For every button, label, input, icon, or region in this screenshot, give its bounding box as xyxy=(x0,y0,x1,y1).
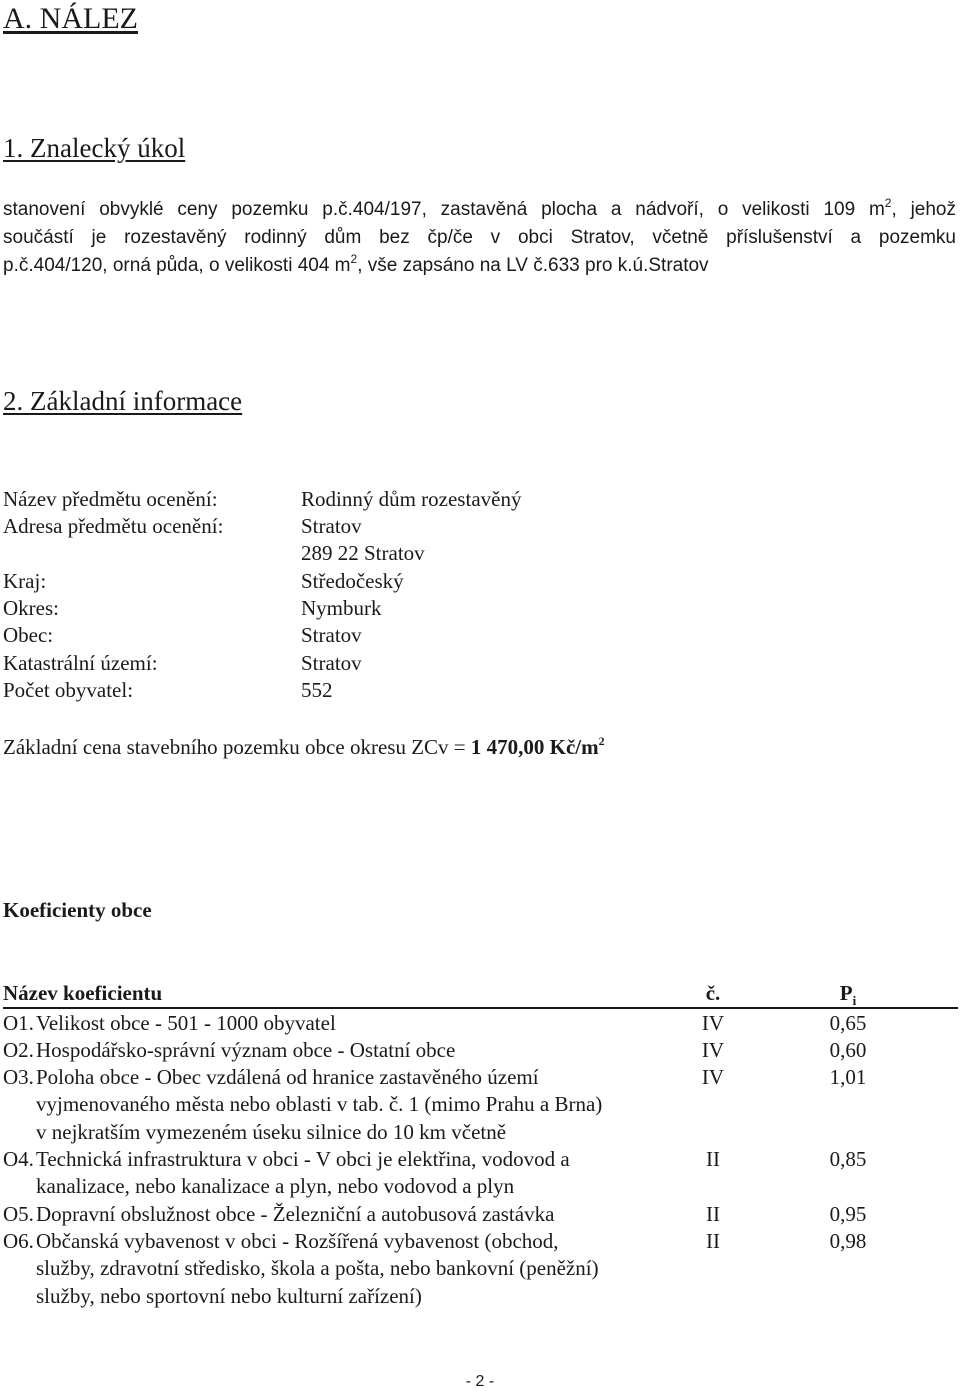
info-value: Rodinný dům rozestavěný xyxy=(301,487,522,511)
info-label: Název předmětu ocenění: xyxy=(3,487,218,511)
info-row-region xyxy=(3,569,703,596)
coefficient-value: 0,60 xyxy=(829,1038,867,1062)
task-line-3: p.č.404/120, orná půda, o velikosti 404 $m^2$, vše zapsáno na LV č.633 pro k.ú.Stratov xyxy=(3,251,709,276)
info-row-subject xyxy=(3,487,703,514)
column-header-value: $P_i$ xyxy=(839,981,857,1009)
coefficient-class: II xyxy=(706,1202,720,1226)
coefficient-value: 0,65 xyxy=(829,1011,867,1035)
coefficient-code: O1. xyxy=(3,1011,34,1035)
info-value: Nymburk xyxy=(301,596,382,620)
info-row-district xyxy=(3,596,703,623)
coefficient-description: O2.Hospodářsko-správní význam obce - Ostatní obce xyxy=(3,1037,693,1064)
coefficients-table-header xyxy=(3,981,958,1009)
coefficient-description: O5.Dopravní obslužnost obce - Železniční a autobusová zastávka xyxy=(3,1201,693,1228)
basic-info-heading: 2. Základní informace xyxy=(3,386,243,416)
info-row-cadastral xyxy=(3,651,703,678)
coefficient-value: 0,85 xyxy=(829,1147,867,1171)
task-line-2: součástí je rozestavěný rodinný dům bez čp/če v obci Stratov, včetně příslušenství a pozemku xyxy=(3,227,956,248)
coefficient-value: 1,01 xyxy=(829,1065,867,1089)
coefficient-code: O5. xyxy=(3,1202,34,1226)
coefficient-class: IV xyxy=(701,1065,725,1089)
task-heading: 1. Znalecký úkol xyxy=(3,133,186,163)
coefficient-class: IV xyxy=(701,1011,725,1035)
info-label: Adresa předmětu ocenění: xyxy=(3,514,224,538)
coefficient-code: O3. xyxy=(3,1065,34,1089)
task-paragraph xyxy=(3,196,956,280)
coefficient-class: II xyxy=(706,1147,720,1171)
info-value: Stratov xyxy=(301,514,362,538)
info-value: Středočeský xyxy=(301,569,404,593)
coefficient-description: O4.Technická infrastruktura v obci - V obci je elektřina, vodovod a kanalizace, nebo kanalizace a plyn, nebo vodovod a plyn xyxy=(3,1147,570,1199)
coefficient-code: O4. xyxy=(3,1147,34,1171)
section-title: A. NÁLEZ xyxy=(3,2,138,35)
task-line-1: stanovení obvyklé ceny pozemku p.č.404/197, zastavěná plocha a nádvoří, o velikosti 109 $m^2$, jehož xyxy=(3,195,956,220)
column-header-name: Název koeficientu xyxy=(3,981,163,1005)
coefficient-description: O1.Velikost obce - 501 - 1000 obyvatel xyxy=(3,1010,693,1037)
info-row-address xyxy=(3,514,703,541)
info-label: Katastrální území: xyxy=(3,651,158,675)
coefficient-code: O2. xyxy=(3,1038,34,1062)
coefficient-class: II xyxy=(706,1229,720,1253)
coefficient-class: IV xyxy=(701,1038,725,1062)
page-number: - 2 - xyxy=(465,1373,495,1390)
coefficient-description: O3.Poloha obce - Obec vzdálená od hranice zastavěného území vyjmenovaného města nebo oblasti v tab. č. 1 (mimo Prahu a Brna) v nejkratším vymezeném úseku silnice do 10 km včetně xyxy=(3,1065,603,1144)
info-value: 552 xyxy=(301,678,333,702)
info-row-population xyxy=(3,678,703,705)
coefficient-description: O6.Občanská vybavenost v obci - Rozšířená vybavenost (obchod, služby, zdravotní středisko, škola a pošta, nebo bankovní (peněžní) služby, nebo sportovní nebo kulturní zařízení) xyxy=(3,1229,599,1308)
info-label: Počet obyvatel: xyxy=(3,678,134,702)
coefficients-heading: Koeficienty obce xyxy=(3,898,152,922)
info-value: Stratov xyxy=(301,623,362,647)
base-price-unit-exponent: 2 xyxy=(598,734,605,748)
info-row-municipality xyxy=(3,623,703,650)
info-label: Kraj: xyxy=(3,569,47,593)
coefficient-code: O6. xyxy=(3,1229,34,1253)
info-value: 289 22 Stratov xyxy=(301,541,425,565)
coefficient-value: 0,98 xyxy=(829,1229,867,1253)
info-row-postal xyxy=(3,541,703,568)
info-value: Stratov xyxy=(301,651,362,675)
coefficient-value: 0,95 xyxy=(829,1202,867,1226)
column-header-class: č. xyxy=(705,981,721,1005)
base-price xyxy=(3,735,605,760)
info-label: Okres: xyxy=(3,596,59,620)
base-price-value: 1 470,00 Kč/m xyxy=(470,735,599,759)
base-price-label: Základní cena stavebního pozemku obce okresu ZCv = xyxy=(3,735,471,759)
info-label: Obec: xyxy=(3,623,54,647)
